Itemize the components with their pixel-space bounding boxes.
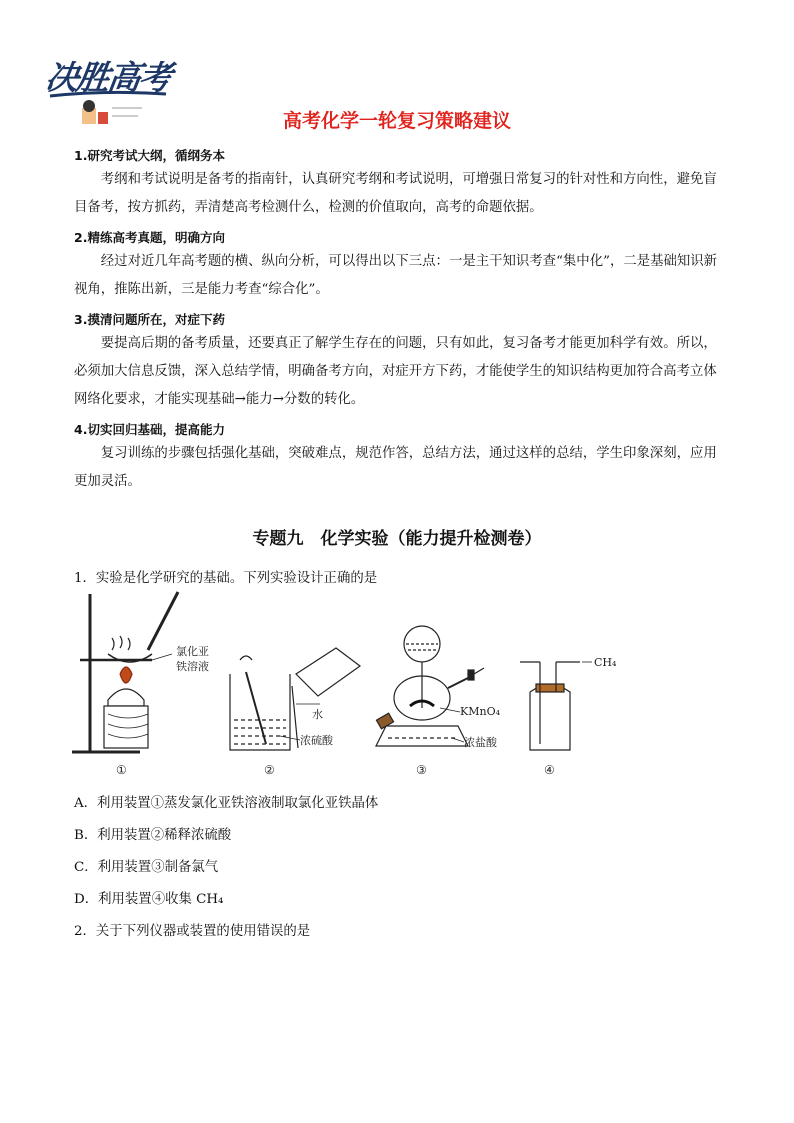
apparatus-1-evaporation: [72, 592, 209, 777]
option-c: C．利用装置③制备氯气: [74, 860, 219, 875]
apparatus-4-gas-bottle: [520, 656, 617, 777]
question-2-stem: 2．关于下列仪器或装置的使用错误的是: [74, 924, 311, 939]
section-body-2: 经过对近几年高考题的横、纵向分析，可以得出以下三点：一是主干知识考查“集中化”，二是基础知识新视角，推陈出新，三是能力考查“综合化”。: [74, 254, 718, 297]
label-ch4: CH₄: [594, 656, 617, 669]
section-body-1: 考纲和考试说明是备考的指南针，认真研究考纲和考试说明，可增强日常复习的针对性和方向性，避免盲目备考，按方抓药，弄清楚高考检测什么，检测的价值取向，高考的命题依据。: [74, 172, 717, 215]
caption-3: ③: [416, 763, 427, 777]
option-d: D．利用装置④收集 CH₄: [74, 892, 224, 907]
caption-4: ④: [544, 763, 555, 777]
caption-2: ②: [264, 763, 275, 777]
label-kmno4: KMnO₄: [460, 705, 500, 718]
section-body-3: 要提高后期的备考质量，还要真正了解学生存在的问题，只有如此，复习备考才能更加科学有效。所以，必须加大信息反馈，深入总结学情，明确备考方向，对症开方下药，才能使学生的知识结构更加符合高考立体网络化要求，才能实现基础→能力→分数的转化。: [74, 336, 717, 407]
apparatus-figure: [60, 588, 620, 780]
caption-1: ①: [116, 763, 127, 777]
section-heading-3: 3.摸清问题所在，对症下药: [74, 312, 225, 327]
question-1-stem: 1．实验是化学研究的基础。下列实验设计正确的是: [74, 571, 378, 586]
option-b: B．利用装置②稀释浓硫酸: [74, 828, 232, 843]
section-heading-1: 1.研究考试大纲，循纲务本: [74, 148, 225, 163]
label-h2so4: 浓硫酸: [300, 734, 333, 747]
section-heading-4: 4.切实回归基础，提高能力: [74, 422, 225, 437]
label-hcl: 浓盐酸: [464, 736, 497, 749]
apparatus-2-dilution: [230, 648, 360, 777]
logo-text: 决胜高考: [42, 58, 173, 97]
label-fecl2-line2: 铁溶液: [176, 660, 209, 673]
label-water: 水: [312, 708, 323, 721]
topic-title: 专题九 化学实验（能力提升检测卷）: [252, 529, 542, 549]
label-fecl2-line1: 氯化亚: [176, 645, 209, 658]
section-body-4: 复习训练的步骤包括强化基础，突破难点，规范作答，总结方法，通过这样的总结，学生印象深刻，应用更加灵活。: [74, 446, 717, 489]
option-a: A．利用装置①蒸发氯化亚铁溶液制取氯化亚铁晶体: [74, 796, 379, 811]
apparatus-3-gas-generator: [376, 626, 501, 777]
page-title: 高考化学一轮复习策略建议: [282, 110, 511, 132]
section-heading-2: 2.精练高考真题，明确方向: [74, 230, 225, 245]
